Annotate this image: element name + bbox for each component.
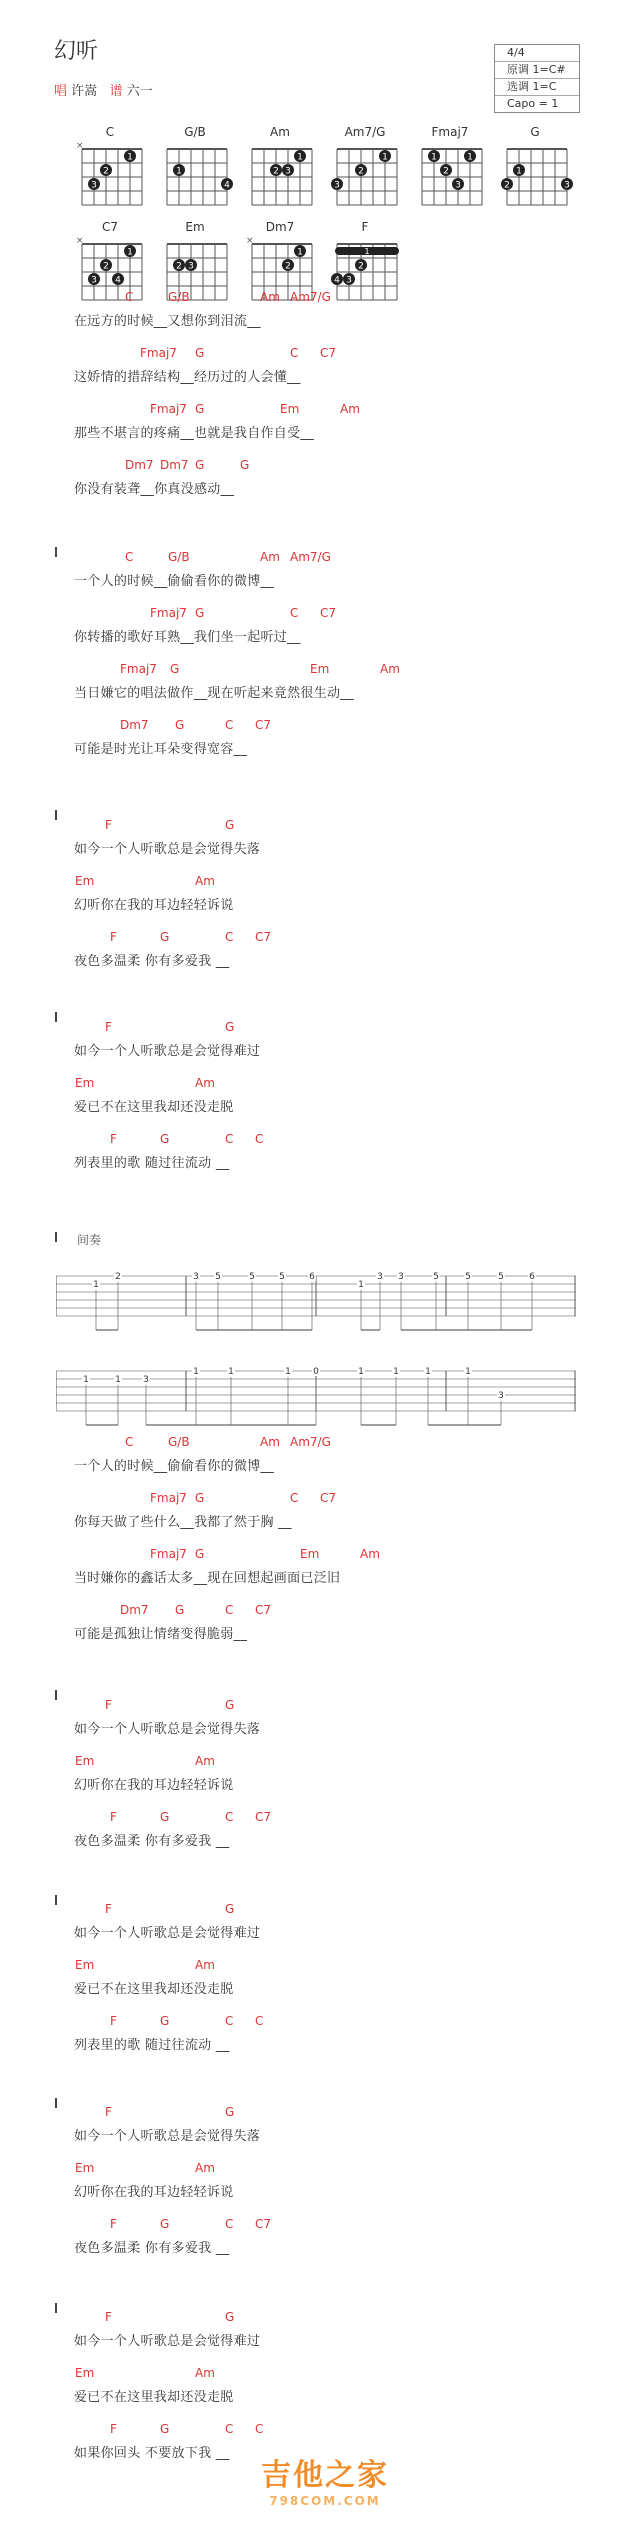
chord-label: Em [75,2161,95,2175]
chord-label: G [225,2105,235,2119]
tab-fret-number: 1 [285,1367,291,1377]
lyric-line: 当时嫌你的鑫话太多__现在回想起画面已泛旧 [74,1571,341,1586]
chord-label: G [160,2217,170,2231]
chord-name: Am [270,125,290,139]
chord-line [0,1547,632,1563]
svg-text:1: 1 [297,152,303,163]
chord-label: G [195,1491,205,1505]
interlude-label: 间奏 [77,1233,102,1247]
chord-label: G [160,1132,170,1146]
section-marker [55,1690,57,1700]
chord-diagram-gb [155,125,235,209]
lyric-line: 夜色多温柔 你有多爱我 __ [74,2241,230,2256]
lyric-line: 在远方的时候__又想你到泪流__ [74,314,261,329]
svg-text:4: 4 [115,275,121,286]
tab-fret-number: 6 [529,1272,535,1282]
lyric-line: 可能是时光让耳朵变得宽容__ [74,742,248,757]
tab-fret-number: 1 [425,1367,431,1377]
chord-label: F [110,2014,117,2028]
lyric-line: 幻听你在我的耳边轻轻诉说 [74,2185,234,2200]
svg-text:1: 1 [467,152,473,163]
arranger-name: 六一 [126,84,153,99]
chord-label: G/B [168,290,190,304]
chord-line [0,1958,632,1974]
chord-line [0,402,632,418]
chord-label: C [125,550,134,564]
chord-label: G [240,458,250,472]
chord-label: G [160,2014,170,2028]
chord-label: G [195,606,205,620]
svg-text:×: × [76,141,84,151]
svg-text:3: 3 [188,261,194,272]
svg-text:2: 2 [273,166,279,177]
chord-diagram-am [240,125,320,209]
chord-name: C7 [101,220,118,234]
svg-text:2: 2 [443,166,449,177]
chord-diagram-fmaj7 [410,125,490,209]
watermark-logo-text: 吉他之家 [261,2458,389,2493]
lyric-line: 爱已不在这里我却还没走脱 [74,1982,234,1997]
tab-fret-number: 1 [115,1375,121,1385]
key-info-box [494,44,580,113]
chord-label: G [195,402,205,416]
tab-fret-number: 1 [465,1367,471,1377]
chord-line [0,1603,632,1619]
chord-label: C [225,1810,234,1824]
svg-text:2: 2 [103,261,109,272]
chord-label: Am [195,1754,215,1768]
singer-label: 唱 [54,84,68,99]
svg-text:3: 3 [91,275,97,286]
tab-fret-number: 1 [93,1280,99,1290]
singer-name: 许嵩 [71,84,98,99]
chord-label: C [225,718,234,732]
chord-name: Fmaj7 [431,125,469,139]
chord-label: Am7/G [290,1435,331,1449]
credits [54,80,153,99]
tab-fret-number: 5 [279,1272,285,1282]
chord-line [0,290,632,306]
chord-name: F [361,220,369,234]
lyric-line: 爱已不在这里我却还没走脱 [74,2390,234,2405]
chord-label: F [110,2217,117,2231]
chord-line [0,930,632,946]
lyric-line: 你转播的歌好耳熟__我们坐一起听过__ [74,630,301,645]
chord-line [0,346,632,362]
chord-label: G [225,1020,235,1034]
svg-text:1: 1 [431,152,437,163]
svg-text:2: 2 [358,261,364,272]
chord-label: Em [75,874,95,888]
chord-label: F [105,2310,112,2324]
svg-text:4: 4 [224,180,230,191]
chord-label: C7 [255,1603,272,1617]
chord-grid [495,141,575,209]
tab-fret-number: 0 [313,1367,319,1377]
chord-label: Am [195,1076,215,1090]
svg-text:2: 2 [504,180,510,191]
chord-name: G [530,125,540,139]
svg-text:1: 1 [364,247,370,256]
tab-fret-number: 5 [498,1272,504,1282]
chord-label: Am [340,402,360,416]
section-marker [55,810,57,820]
chord-label: Fmaj7 [150,606,187,620]
svg-text:3: 3 [346,275,352,286]
lyric-line: 当日嫌它的唱法做作__现在听起来竟然很生动__ [74,686,354,701]
chord-label: Em [75,1076,95,1090]
lyric-line: 如果你回头 不要放下我 __ [74,2446,230,2461]
tab-fret-number: 1 [393,1367,399,1377]
chord-label: F [105,1698,112,1712]
chord-line [0,1076,632,1092]
chord-line [0,1698,632,1714]
chord-line [0,550,632,566]
chord-label: C [225,1132,234,1146]
chord-label: Am [260,1435,280,1449]
chord-line [0,1435,632,1451]
chord-label: C [290,1491,299,1505]
section-marker [55,547,57,557]
chord-line [0,606,632,622]
chord-label: C [225,2422,234,2436]
chord-label: G [160,1810,170,1824]
chord-line [0,662,632,678]
lyric-line: 如今一个人听歌总是会觉得失落 [74,842,261,857]
section-marker [55,1012,57,1022]
chord-label: Dm7 [120,718,149,732]
chord-line [0,1132,632,1148]
chord-label: Am7/G [290,290,331,304]
chord-label: Am [360,1547,380,1561]
chord-line [0,2161,632,2177]
chord-line [0,1020,632,1036]
chord-label: Dm7 [120,1603,149,1617]
svg-text:1: 1 [176,166,182,177]
svg-text:2: 2 [358,166,364,177]
tab-fret-number: 3 [377,1272,383,1282]
chord-label: C7 [255,2217,272,2231]
chord-label: C [255,2014,264,2028]
chord-label: F [105,1902,112,1916]
svg-text:3: 3 [564,180,570,191]
chord-label: Fmaj7 [140,346,177,360]
section-marker [55,1895,57,1905]
chord-label: Em [300,1547,320,1561]
chord-label: F [110,2422,117,2436]
svg-text:2: 2 [285,261,291,272]
tab-fret-number: 5 [215,1272,221,1282]
chord-line [0,2217,632,2233]
svg-text:3: 3 [91,180,97,191]
chord-label: Am7/G [290,550,331,564]
chord-label: G [160,2422,170,2436]
chord-label: Dm7 [125,458,154,472]
tab-fret-number: 1 [228,1367,234,1377]
chord-label: G [195,346,205,360]
chord-name: Em [185,220,205,234]
tab-staff-1 [56,1270,576,1340]
chord-label: G [175,1603,185,1617]
lyric-line: 列表里的歌 随过往流动 __ [74,1156,230,1171]
lyric-line: 如今一个人听歌总是会觉得难过 [74,1044,261,1059]
chord-line [0,1810,632,1826]
chord-line [0,2310,632,2326]
chord-label: C [255,1132,264,1146]
svg-text:3: 3 [285,166,291,177]
svg-text:2: 2 [103,166,109,177]
chord-label: G [225,2310,235,2324]
lyric-line: 幻听你在我的耳边轻轻诉说 [74,898,234,913]
song-title: 幻听 [54,39,99,64]
chord-label: Fmaj7 [150,402,187,416]
lyric-line: 幻听你在我的耳边轻轻诉说 [74,1778,234,1793]
chord-name: G/B [184,125,206,139]
chord-line [0,818,632,834]
chord-label: C [225,930,234,944]
chord-name: Dm7 [265,220,295,234]
chord-label: F [110,1132,117,1146]
chord-diagram-c [70,125,150,209]
chord-label: G [195,458,205,472]
tab-fret-number: 3 [498,1391,504,1401]
time-signature: 4/4 [495,45,579,62]
lyric-line: 一个人的时候__偷偷看你的微博__ [74,1459,275,1474]
svg-text:4: 4 [334,275,340,286]
chord-line [0,2105,632,2121]
chord-label: G [225,1698,235,1712]
tab-staff-2 [56,1365,576,1435]
chord-label: C [225,2217,234,2231]
chord-label: F [105,1020,112,1034]
chord-grid [155,141,235,209]
tab-fret-number: 1 [358,1367,364,1377]
chord-line [0,2422,632,2438]
tab-fret-number: 5 [465,1272,471,1282]
chord-diagram-g [495,125,575,209]
chord-line [0,2014,632,2030]
capo: Capo = 1 [507,97,559,110]
chord-label: Am [380,662,400,676]
chord-label: Fmaj7 [150,1491,187,1505]
chord-grid [325,141,405,209]
selected-key: 选调 1=C [495,79,579,96]
lyric-line: 可能是孤独让情绪变得脆弱__ [74,1627,248,1642]
lyric-line: 如今一个人听歌总是会觉得难过 [74,2334,261,2349]
chord-label: G/B [168,550,190,564]
chord-label: Fmaj7 [120,662,157,676]
tab-fret-number: 1 [358,1280,364,1290]
chord-label: Em [75,1754,95,1768]
original-key: 原调 1=C# [495,62,579,79]
chord-label: G [225,1902,235,1916]
site-watermark [240,2450,410,2508]
chord-label: C [290,606,299,620]
lyric-line: 如今一个人听歌总是会觉得失落 [74,2129,261,2144]
chord-label: Em [75,1958,95,1972]
chord-grid [410,141,490,209]
watermark-url: 798COM.COM [269,2494,381,2508]
chord-diagram-am7g [325,125,405,209]
svg-text:1: 1 [127,152,133,163]
chord-line [0,2366,632,2382]
lyric-line: 列表里的歌 随过往流动 __ [74,2038,230,2053]
tab-fret-number: 3 [143,1375,149,1385]
chord-label: C [290,346,299,360]
svg-text:1: 1 [382,152,388,163]
lyric-line: 那些不堪言的疼痛__也就是我自作自受__ [74,426,314,441]
lyric-line: 你没有装聋__你真没感动__ [74,482,235,497]
chord-label: Am [195,2161,215,2175]
arranger-label: 谱 [109,84,123,99]
tab-fret-number: 1 [193,1367,199,1377]
chord-label: C [125,290,134,304]
chord-label: C [225,2014,234,2028]
chord-label: G [160,930,170,944]
svg-text:1: 1 [297,247,303,258]
chord-label: Am [195,874,215,888]
chord-line [0,874,632,890]
chord-label: Am [195,1958,215,1972]
chord-label: F [105,818,112,832]
chord-label: C [225,1603,234,1617]
tab-fret-number: 2 [115,1272,121,1282]
lyric-line: 如今一个人听歌总是会觉得难过 [74,1926,261,1941]
tab-fret-number: 5 [249,1272,255,1282]
svg-text:1: 1 [516,166,522,177]
chord-label: C7 [255,930,272,944]
lyric-line: 夜色多温柔 你有多爱我 __ [74,954,230,969]
lyric-line: 这娇情的措辞结构__经历过的人会懂__ [74,370,301,385]
lyric-line: 如今一个人听歌总是会觉得失落 [74,1722,261,1737]
tab-fret-number: 1 [83,1375,89,1385]
chord-label: C [255,2422,264,2436]
chord-line [0,718,632,734]
chord-line [0,1491,632,1507]
chord-label: G/B [168,1435,190,1449]
svg-text:×: × [76,236,84,246]
tab-fret-number: 3 [398,1272,404,1282]
chord-label: Am [260,290,280,304]
lyric-line: 爱已不在这里我却还没走脱 [74,1100,234,1115]
chord-name: Am7/G [344,125,386,139]
chord-label: C7 [320,1491,337,1505]
chord-label: Am [260,550,280,564]
chord-label: C7 [255,1810,272,1824]
chord-line [0,458,632,474]
svg-text:3: 3 [455,180,461,191]
chord-label: Em [280,402,300,416]
section-marker [55,1232,57,1242]
chord-grid [70,141,150,209]
chord-label: Fmaj7 [150,1547,187,1561]
chord-label: C7 [255,718,272,732]
chord-label: G [170,662,180,676]
chord-line [0,1754,632,1770]
svg-text:2: 2 [176,261,182,272]
tab-fret-number: 6 [309,1272,315,1282]
chord-label: G [225,818,235,832]
chord-label: G [195,1547,205,1561]
chord-grid [240,141,320,209]
section-marker [55,2303,57,2313]
chord-label: Em [310,662,330,676]
chord-label: F [110,930,117,944]
chord-label: Em [75,2366,95,2380]
chord-label: G [175,718,185,732]
chord-label: Dm7 [160,458,189,472]
tab-fret-number: 3 [193,1272,199,1282]
lyric-line: 夜色多温柔 你有多爱我 __ [74,1834,230,1849]
section-marker [55,2098,57,2108]
chord-label: Am [195,2366,215,2380]
chord-name: C [105,125,115,139]
chord-line [0,1902,632,1918]
lyric-line: 一个人的时候__偷偷看你的微博__ [74,574,275,589]
svg-text:1: 1 [127,247,133,258]
chord-label: C [125,1435,134,1449]
svg-text:×: × [246,236,254,246]
chord-label: C7 [320,606,337,620]
chord-label: C7 [320,346,337,360]
tab-fret-number: 5 [433,1272,439,1282]
chord-label: F [105,2105,112,2119]
svg-text:3: 3 [334,180,340,191]
lyric-line: 你每天做了些什么__我都了然于胸 __ [74,1515,292,1530]
chord-label: F [110,1810,117,1824]
